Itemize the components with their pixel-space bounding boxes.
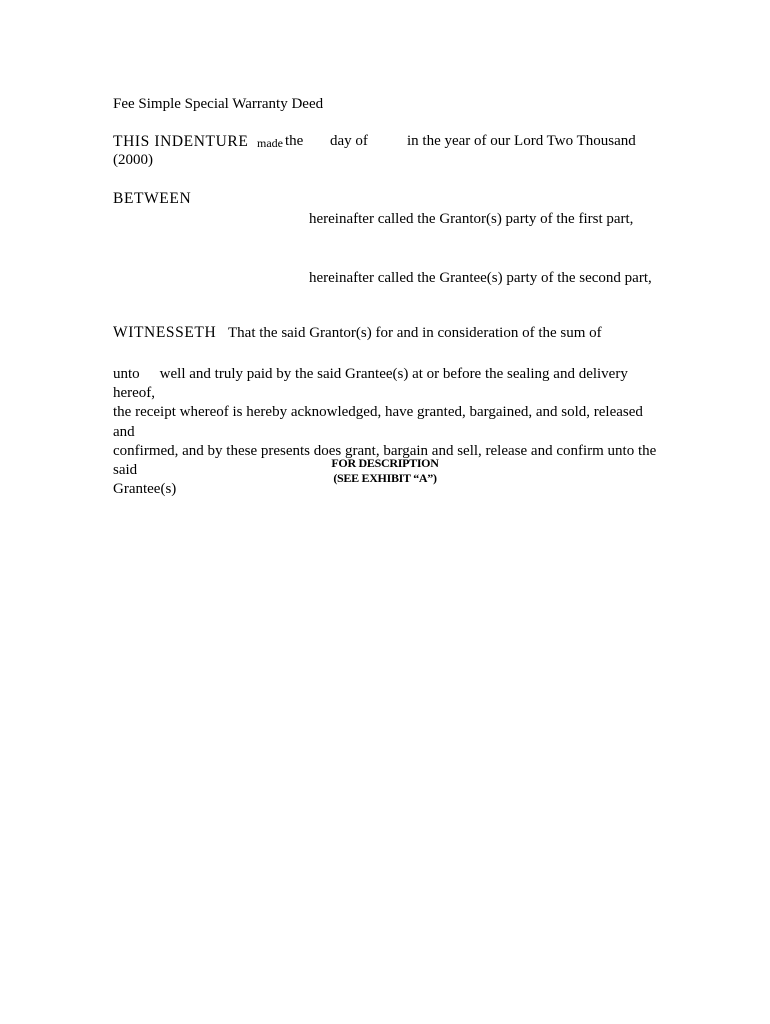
deed-title: Fee Simple Special Warranty Deed (113, 96, 324, 112)
indenture-lead: THIS INDENTURE (113, 133, 249, 150)
witnesseth-label: WITNESSETH (113, 324, 217, 341)
grantee-line: hereinafter called the Grantee(s) party of the second part, (309, 270, 652, 286)
grantor-line: hereinafter called the Grantor(s) party of the first part, (309, 211, 634, 227)
consideration-line-3: confirmed, and by these presents does grant, bargain and sell, release and confirm unto the said (113, 442, 657, 479)
indenture-the: the (285, 133, 304, 149)
exhibit-reference: (SEE EXHIBIT “A”) (333, 471, 437, 485)
indenture-year-text: in the year of our Lord Two Thousand (407, 133, 636, 149)
indenture-day-of: day of (330, 133, 368, 149)
between-label: BETWEEN (113, 190, 192, 207)
consideration-line-1 (113, 365, 663, 403)
witnesseth-text: That the said Grantor(s) for and in consideration of the sum of (228, 325, 602, 341)
consideration-line-2: the receipt whereof is hereby acknowledged, have granted, bargained, and sold, released and (113, 404, 643, 440)
consideration-unto: unto (113, 366, 140, 382)
indenture-made: made (257, 136, 283, 150)
indenture-year-number: (2000) (113, 152, 153, 168)
description-heading: FOR DESCRIPTION (331, 456, 439, 470)
consideration-line-4: Grantee(s) (113, 481, 177, 498)
consideration-line-1-text: well and truly paid by the said Grantee(s) at or before the sealing and delivery hereof, (113, 366, 628, 402)
